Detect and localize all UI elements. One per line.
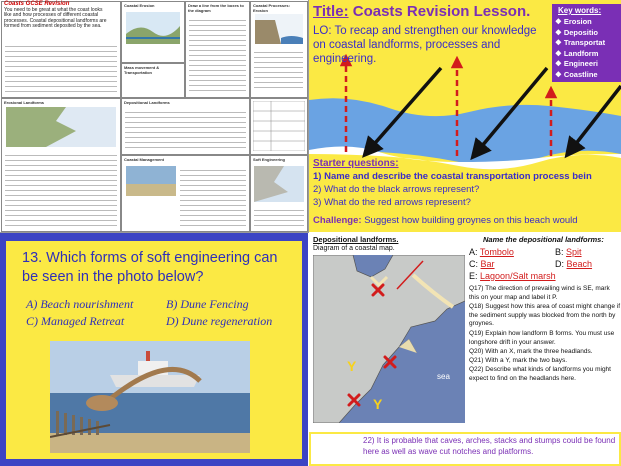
answer-panel [309, 432, 621, 466]
question-18: Q18) Suggest how this area of coast might change if the sediment supply was blocked from the north by groynes. [469, 303, 621, 328]
keyword-item: ❖ Depositio [555, 27, 598, 37]
coastal-management-heading: Coastal Management [124, 157, 165, 162]
starter-q2: 2) What do the black arrows represent? [313, 184, 480, 195]
table-box [250, 98, 308, 155]
keyword-item: ❖ Coastline [555, 69, 598, 79]
challenge-label: Challenge: [313, 215, 362, 226]
question-17: Q17) The direction of prevailing wind is SE, mark this on your map and label it P. [469, 285, 610, 301]
headland-diagram [6, 107, 116, 147]
answer-b: B: Spit [555, 247, 582, 257]
cliff-diagram [255, 14, 303, 44]
coastal-processes-heading: Coastal Processes: Erosion [253, 3, 290, 13]
starter-q1: 1) Name and describe the coastal transportation process bein [313, 171, 592, 182]
depositional-lines [125, 108, 246, 150]
answer-d: D: Beach [555, 259, 593, 269]
challenge [313, 215, 578, 226]
starter-q3: 3) What do the red arrows represent? [313, 197, 471, 208]
soft-engineering-heading: Soft Engineering [253, 157, 285, 162]
keyword-item: ❖ Transportat [555, 38, 606, 47]
depositional-box [121, 98, 250, 155]
title-rest: Coasts Revision Lesson. [348, 3, 531, 20]
starter-label: Starter questions: [313, 158, 399, 169]
coastal-processes-lines [254, 48, 303, 92]
erosion-diagram [126, 12, 180, 44]
learning-objective: LO: To recap and strengthen our knowledge on coastal landforms, processes and engineering. [313, 25, 537, 65]
title-word: Title: [313, 3, 349, 20]
depositional-subtitle: Diagram of a coastal map. [313, 245, 395, 252]
coastal-processes-box [250, 1, 308, 98]
soft-eng-lines [254, 206, 304, 228]
sea-label: sea [437, 372, 450, 381]
coast-map-small [254, 166, 304, 202]
slide-title [313, 3, 530, 20]
coastal-erosion-heading: Coastal Erosion [124, 3, 155, 8]
worksheet-intro [4, 2, 110, 30]
answer-a: A: Tombolo [469, 247, 514, 257]
option-b[interactable]: B) Dune Fencing [166, 297, 249, 311]
keyword-item: ❖ Engineeri [555, 59, 598, 68]
bay-marker-y1: Y [347, 358, 357, 374]
keywords-box [552, 4, 621, 82]
answer-lines [5, 42, 117, 92]
answer-22: 22) It is probable that caves, arches, stacks and stumps could be found here as well as wave cut notches and platforms. [363, 436, 616, 456]
coastal-management-box [121, 155, 250, 232]
question-panel [6, 241, 302, 459]
question-21: Q21) With a Y, mark the two bays. [469, 357, 568, 364]
management-photo [126, 166, 176, 196]
erosional-lines [5, 151, 117, 227]
soft-engineering-box [250, 155, 308, 232]
management-lines [180, 166, 246, 226]
processes-box [185, 1, 250, 98]
keywords-title: Key words: [558, 6, 602, 15]
landform-table [253, 101, 305, 151]
option-a[interactable]: A) Beach nourishment [26, 297, 134, 311]
depositional-slide [309, 233, 621, 466]
title-slide [309, 0, 621, 232]
mass-movement-heading: Mass movement & Transportation [124, 65, 160, 75]
depositional-title: Depositional landforms. [313, 235, 399, 244]
erosional-landforms-box [1, 98, 121, 232]
answer-e: E: Lagoon/Salt marsh [469, 271, 556, 281]
mass-movement-box [121, 63, 185, 98]
processes-lines [189, 16, 246, 92]
coastal-erosion-box [121, 1, 185, 63]
answer-c: C: Bar [469, 259, 495, 269]
worksheet-intro-text: You need to be great at what the coast looks like and how processes of different coastal processes. Coastal depositional landforms are formed from sediment deposited by the sea. [4, 6, 107, 30]
question-22: Q22) Describe what kinds of landforms you might expect to find on the headlands here. [469, 366, 611, 382]
revision-worksheet [0, 0, 309, 233]
question-19: Q19) Explain how landform B forms. You must use longshore drift in your answer. [469, 330, 615, 346]
challenge-text: Suggest how building groynes on this beach would [361, 215, 578, 226]
name-landforms-title: Name the depositional landforms: [483, 235, 604, 244]
question-20: Q20) With an X, mark the three headlands. [469, 348, 593, 355]
question-13: 13. Which forms of soft engineering can be seen in the photo below? [22, 250, 278, 285]
dredger-photo [50, 341, 250, 453]
keyword-item: ❖ Erosion [555, 17, 592, 26]
worksheet-title: Coasts GCSE Revision [4, 1, 70, 7]
bay-marker-y2: Y [373, 396, 383, 412]
processes-heading: Draw a line from the boxes to the diagram [188, 3, 244, 13]
depositional-heading: Depositional Landforms [124, 100, 170, 105]
coastal-map [313, 255, 465, 423]
erosional-landforms-heading: Erosional Landforms [4, 100, 45, 105]
soft-engineering-slide [0, 233, 308, 466]
worksheet-intro-box [1, 1, 121, 98]
option-d[interactable]: D) Dune regeneration [166, 314, 273, 328]
option-c[interactable]: C) Managed Retreat [26, 314, 125, 328]
keyword-item: ❖ Landform [555, 48, 599, 58]
